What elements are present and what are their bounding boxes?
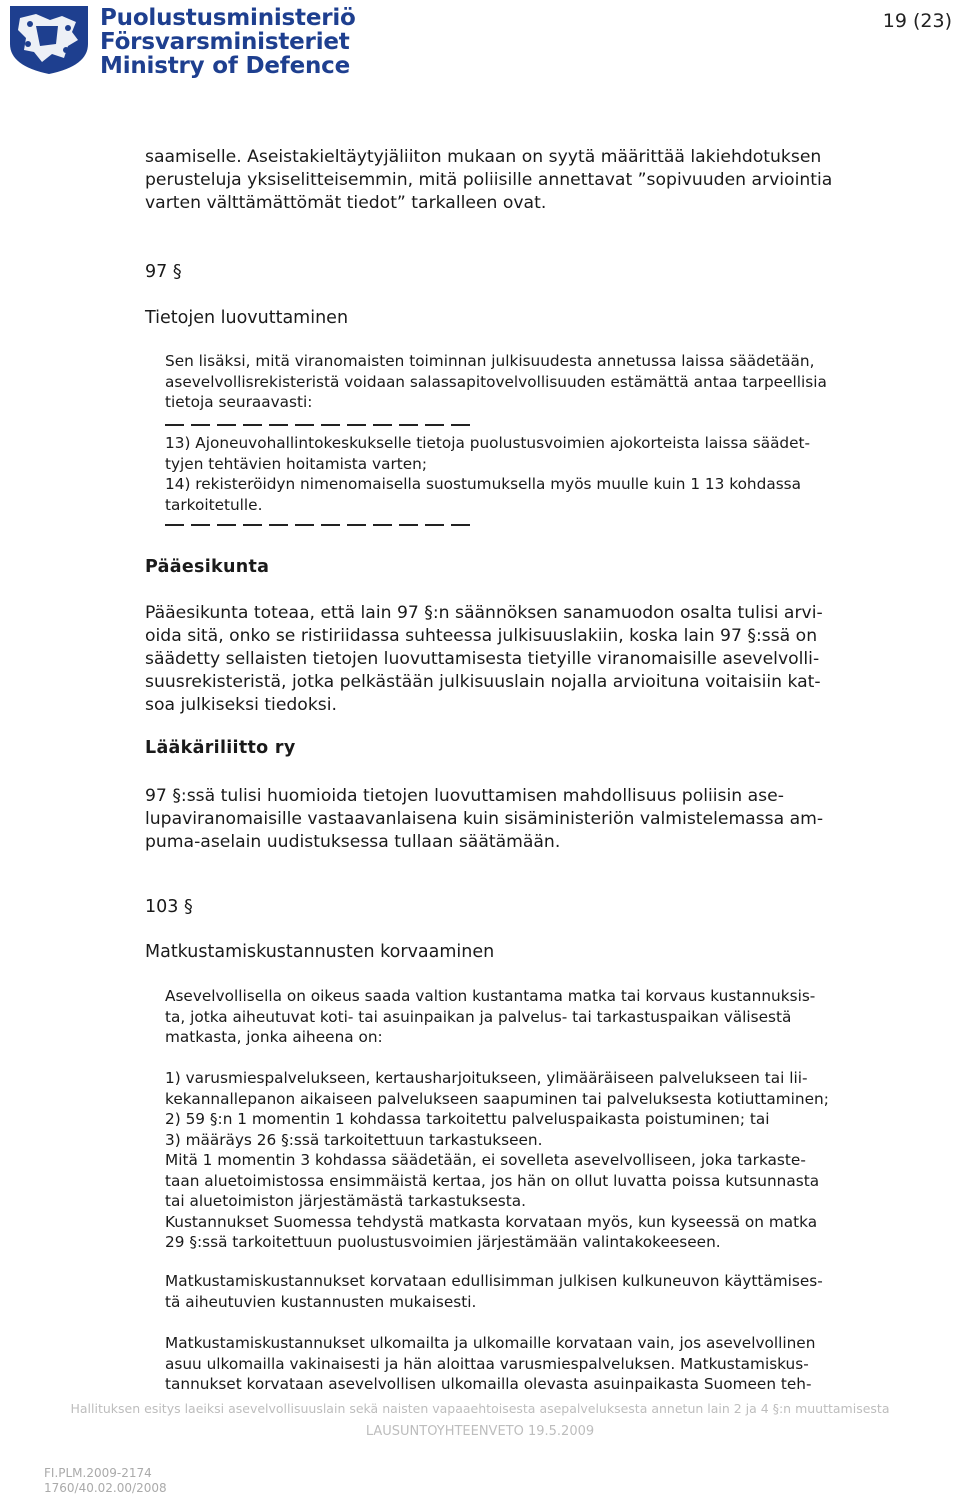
text-line: ta, jotka aiheutuvat koti- tai asuinpaikan ja palvelus- tai tarkastuspaikan välisestä <box>165 1007 792 1026</box>
text-line: taan aluetoimistossa ensimmäistä kertaa, jos hän on ollut luvatta poissa kutsunnasta <box>165 1171 820 1190</box>
paaesikunta-paragraph <box>145 602 893 717</box>
text-line: lupaviranomaisille vastaavanlaisena kuin sisäministeriön valmistelemassa am- <box>145 809 824 829</box>
text-line: suusrekisteristä, jotka pelkästään julkisuuslain nojalla arvioituna voitaisiin kat- <box>145 672 821 692</box>
text-line: 29 §:ssä tarkoitettuun puolustusvoimien järjestämään valintakokeeseen. <box>165 1233 721 1251</box>
text-line: puma-aselain uudistuksessa tullaan säätämään. <box>145 832 561 852</box>
ministry-names <box>100 6 356 78</box>
text-line: 97 §:ssä tulisi huomioida tietojen luovuttamisen mahdollisuus poliisin ase- <box>145 786 784 806</box>
text-line: tä aiheutuvien kustannusten mukaisesti. <box>165 1292 477 1311</box>
laakariliitto-heading: Lääkäriliitto ry <box>145 738 296 758</box>
omission-dashes <box>165 524 470 526</box>
section-103-paragraph-2 <box>165 1068 893 1253</box>
text-line: tai aluetoimiston järjestämästä tarkastuksesta. <box>165 1192 526 1210</box>
section-103-paragraph-4 <box>165 1333 893 1395</box>
text-line: tietoja seuraavasti: <box>165 393 313 411</box>
section-103-number: 103 § <box>145 897 193 917</box>
section-97-items <box>165 433 893 515</box>
text-line: 2) 59 §:n 1 momentin 1 kohdassa tarkoitettu palveluspaikasta poistuminen; tai <box>165 1110 770 1128</box>
text-line: asevelvollisrekisteristä voidaan salassapitovelvollisuuden estämättä antaa tarpeellisia <box>165 372 827 391</box>
footer-subtitle: LAUSUNTOYHTEENVETO 19.5.2009 <box>365 1424 595 1439</box>
text-line: 3) määräys 26 §:ssä tarkoitettuun tarkastukseen. <box>165 1130 543 1149</box>
text-line: 1) varusmiespalvelukseen, kertausharjoitukseen, ylimääräiseen palvelukseen tai lii- <box>165 1069 808 1087</box>
footer-ref-2: 1760/40.02.00/2008 <box>44 1481 167 1495</box>
text-line: varten välttämättömät tiedot” tarkalleen ovat. <box>145 193 547 213</box>
section-97-title: Tietojen luovuttaminen <box>145 308 349 328</box>
text-line: kekannallepanon aikaiseen palvelukseen saapuminen tai palveluksesta kotiuttaminen; <box>165 1089 829 1108</box>
text-line: asuu ulkomailla vakinaisesti ja hän aloittaa varusmiespalveluksen. Matkustamiskus- <box>165 1354 809 1373</box>
section-97-quote <box>165 351 893 413</box>
section-103-title: Matkustamiskustannusten korvaaminen <box>145 942 495 962</box>
laakariliitto-paragraph <box>145 785 893 854</box>
section-103-paragraph-3 <box>165 1271 893 1312</box>
text-line: soa julkiseksi tiedoksi. <box>145 695 337 715</box>
text-line: Pääesikunta toteaa, että lain 97 §:n säännöksen sanamuodon osalta tulisi arvi- <box>145 603 823 623</box>
text-line: tannukset korvataan asevelvollisen ulkomailla olevasta asuinpaikasta Suomeen teh- <box>165 1375 812 1393</box>
text-line: säädetty sellaisten tietojen luovuttamisesta tietyille viranomaisille asevelvolli- <box>145 649 820 669</box>
text-line: Mitä 1 momentin 3 kohdassa säädetään, ei sovelleta asevelvolliseen, joka tarkaste- <box>165 1151 806 1169</box>
page-number: 19 (23) <box>882 10 952 32</box>
text-line: tyjen tehtävien hoitamista varten; <box>165 454 428 473</box>
omission-dashes <box>165 424 470 426</box>
ministry-logo <box>6 4 366 79</box>
ministry-name-fi: Puolustusministeriö <box>100 5 356 31</box>
ministry-name-en: Ministry of Defence <box>100 53 350 79</box>
text-line: tarkoitetulle. <box>165 495 263 514</box>
text-line: Matkustamiskustannukset ulkomailta ja ulkomaille korvataan vain, jos asevelvollinen <box>165 1334 816 1352</box>
section-97-number: 97 § <box>145 262 182 282</box>
paaesikunta-heading: Pääesikunta <box>145 557 270 577</box>
footer-title: Hallituksen esitys laeiksi asevelvollisuuslain sekä naisten vapaaehtoisesta asepalveluksesta annetun lain 2 ja 4 §:n muuttamisesta <box>70 1401 890 1416</box>
footer-ref-1: FI.PLM.2009-2174 <box>44 1466 152 1480</box>
text-line: perusteluja yksiselitteisemmin, mitä poliisille annettavat ”sopivuuden arviointia <box>145 170 833 190</box>
lion-crest-icon <box>6 4 92 76</box>
intro-paragraph <box>145 146 893 215</box>
text-line: saamiselle. Aseistakieltäytyjäliiton mukaan on syytä määrittää lakiehdotuksen <box>145 147 822 167</box>
text-line: Kustannukset Suomessa tehdystä matkasta korvataan myös, kun kyseessä on matka <box>165 1212 818 1231</box>
text-line: 13) Ajoneuvohallintokeskukselle tietoja puolustusvoimien ajokorteista laissa säädet- <box>165 434 811 452</box>
text-line: Matkustamiskustannukset korvataan edullisimman julkisen kulkuneuvon käyttämises- <box>165 1272 823 1290</box>
text-line: matkasta, jonka aiheena on: <box>165 1028 383 1046</box>
text-line: oida sitä, onko se ristiriidassa suhteessa julkisuuslakiin, koska lain 97 §:ssä on <box>145 626 818 646</box>
text-line: Sen lisäksi, mitä viranomaisten toiminnan julkisuudesta annetussa laissa säädetään, <box>165 352 815 370</box>
text-line: Asevelvollisella on oikeus saada valtion kustantama matka tai korvaus kustannuksis- <box>165 987 816 1005</box>
ministry-name-sv: Försvarsministeriet <box>100 29 350 55</box>
section-103-paragraph-1 <box>165 986 893 1048</box>
text-line: 14) rekisteröidyn nimenomaisella suostumuksella myös muulle kuin 1 13 kohdassa <box>165 475 802 493</box>
